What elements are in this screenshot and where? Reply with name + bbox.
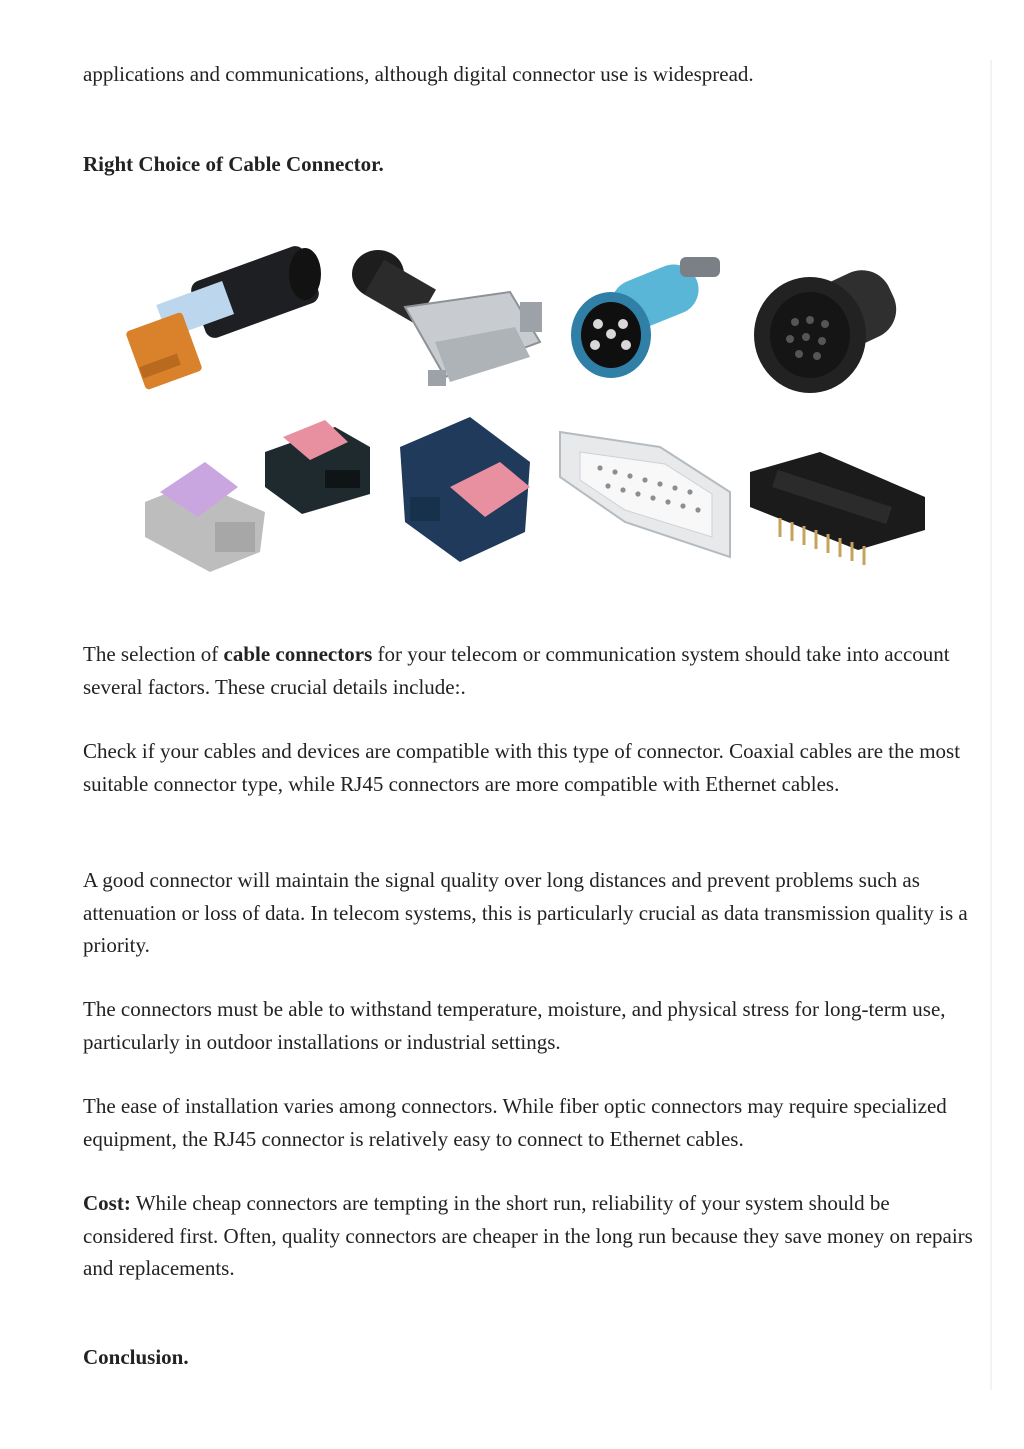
signal-quality-paragraph: A good connector will maintain the signal quality over long distances and prevent problems such as attenuation or loss of data. In telecom systems, this is particularly crucial as data transmission quality is a priority. [83,868,968,957]
d-sub-hood-icon [352,250,542,386]
idc-connector-blue-pink-icon [400,417,530,562]
cost-paragraph [83,1187,973,1285]
cost-text: While cheap connectors are tempting in the short run, reliability of your system should be considered first. Often, quality connectors are cheaper in the long run because they save money on repairs and replacements. [83,1191,973,1280]
compatibility-paragraph: Check if your cables and devices are compatible with this type of connector. Coaxial cables are the most suitable connector type, while RJ45 connectors are more compatible with Ethernet cables. [83,739,961,796]
connectors-figure [120,232,940,582]
intro-paragraph: applications and communications, although digital connector use is widespread. [83,62,754,86]
cost-label: Cost: [83,1191,131,1215]
selection-bold-term: cable connectors [223,642,373,666]
military-circular-connector-icon [754,260,906,393]
rj45-plug-icon [125,243,321,390]
section-heading-conclusion: Conclusion. [83,1345,189,1369]
selection-text-after: for your telecom or communication system should take into account several factors. These crucial details include:. [83,642,950,699]
selection-paragraph [83,638,973,703]
section-heading-right-choice: Right Choice of Cable Connector. [83,152,384,176]
d-sub-25-connector-icon [560,432,730,557]
idc-connector-black-pink-icon [265,420,370,514]
installation-paragraph: The ease of installation varies among connectors. While fiber optic connectors may require specialized equipment, the RJ45 connector is relatively easy to connect to Ethernet cables. [83,1094,947,1151]
durability-paragraph: The connectors must be able to withstand temperature, moisture, and physical stress for long-term use, particularly in outdoor installations or industrial settings. [83,997,946,1054]
circular-connector-icon [571,257,720,378]
pin-header-connector-icon [750,452,925,565]
idc-connector-purple-icon [145,462,265,572]
selection-text-before: The selection of [83,642,224,666]
page-edge-rule [990,60,992,1390]
